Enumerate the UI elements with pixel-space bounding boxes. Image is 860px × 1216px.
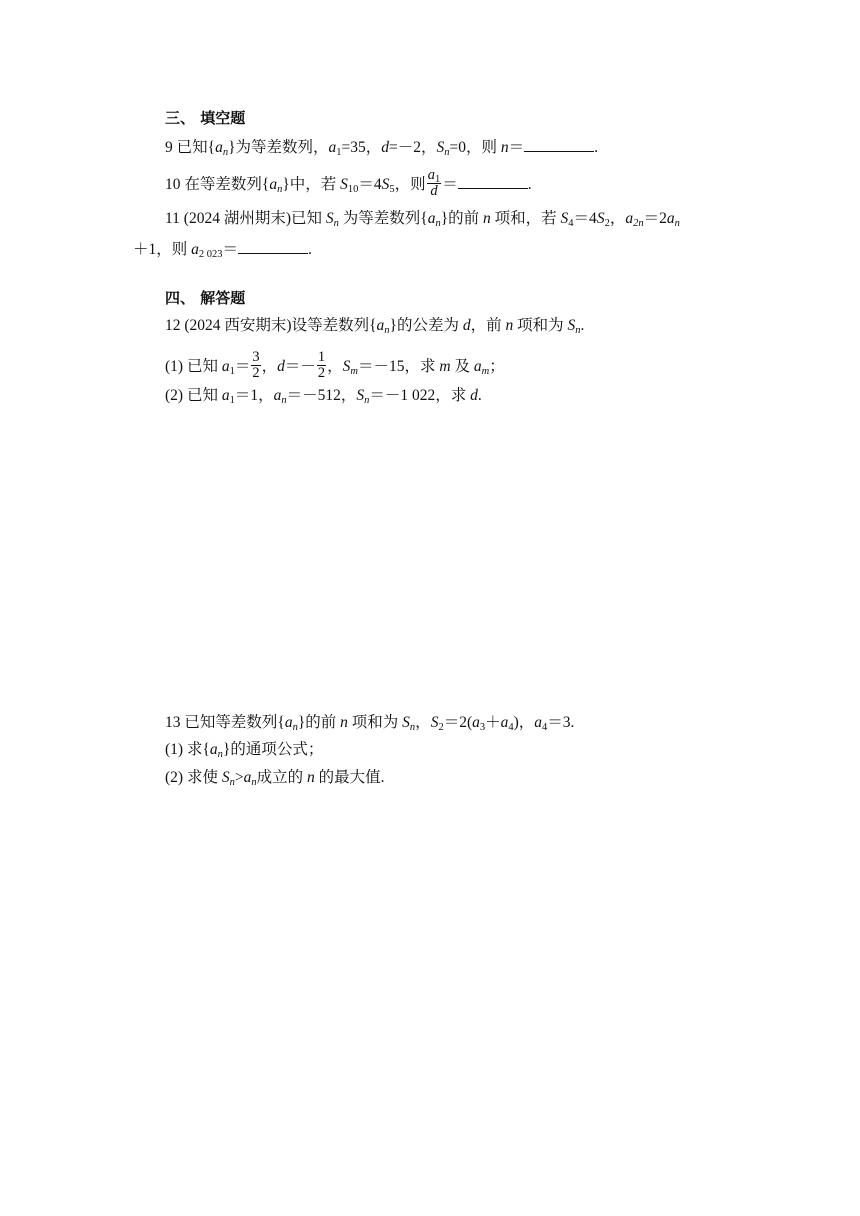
sub-2: 2	[438, 722, 444, 733]
sub-4: 4	[568, 218, 574, 229]
var-a: a	[191, 241, 199, 258]
q13-text: (1) 求{	[165, 741, 210, 758]
var-a: a	[269, 176, 278, 194]
q12-text: .	[580, 317, 585, 334]
var-a: a	[427, 167, 435, 183]
var-a: a	[215, 139, 223, 156]
question-12-part-2	[165, 386, 860, 406]
sub-1: 1	[336, 147, 342, 158]
question-9	[165, 137, 860, 158]
q12-text: ＝－512，	[286, 387, 357, 404]
q12-text: ＝－15，求	[357, 358, 440, 376]
sub-4: 4	[542, 722, 548, 733]
fraction-a1-over-d	[427, 168, 442, 199]
var-S: S	[560, 210, 569, 227]
q13-text: ＝2(	[443, 714, 473, 731]
q13-text: 13 已知等差数列{	[165, 714, 285, 731]
sub-2: 2	[604, 218, 610, 229]
var-d: d	[381, 139, 390, 156]
sub-m: m	[350, 366, 358, 378]
q12-text: ，前	[470, 317, 506, 334]
q11-text: }的前	[440, 210, 484, 227]
sub-2023: 2 023	[198, 249, 223, 260]
var-S: S	[342, 358, 351, 376]
question-11-continued	[133, 239, 860, 260]
section-heading-solve: 四、 解答题	[165, 289, 246, 307]
q10-text: ，则	[394, 176, 426, 194]
var-m: m	[439, 358, 451, 376]
q13-text: >	[234, 769, 244, 786]
q12-text: 及	[450, 358, 474, 376]
q12-text: ，	[327, 358, 343, 376]
q13-text: 项和为	[347, 714, 403, 731]
sub-n: n	[229, 777, 235, 788]
sub-1: 1	[229, 366, 235, 378]
var-n: n	[340, 714, 348, 731]
q9-text: =－2，	[389, 139, 437, 156]
q10-text: }中，若	[282, 176, 341, 194]
var-a: a	[273, 387, 282, 404]
q11-text: ＝4	[573, 210, 597, 227]
answer-blank[interactable]	[524, 137, 594, 152]
sub-1: 1	[229, 395, 235, 406]
sub-10: 10	[347, 184, 359, 196]
question-10	[165, 167, 860, 201]
question-13-part-1	[165, 740, 860, 760]
q10-text: 10 在等差数列{	[165, 176, 270, 194]
sub-n: n	[384, 325, 390, 336]
fraction-3-over-2	[251, 350, 260, 381]
var-a: a	[209, 741, 218, 758]
var-a: a	[221, 358, 230, 376]
sub-n: n	[435, 218, 441, 229]
var-n: n	[500, 139, 509, 156]
fraction-1-over-2	[317, 350, 326, 381]
sub-n: n	[444, 147, 450, 158]
question-13-part-2	[165, 768, 860, 788]
var-a: a	[473, 358, 482, 376]
var-S: S	[221, 769, 230, 786]
q9-text: 9 已知{	[165, 139, 216, 156]
var-a: a	[284, 714, 293, 731]
sub-n: n	[674, 218, 680, 229]
q11-text: 11 (2024 湖州期末)已知	[165, 210, 326, 227]
var-a: a	[427, 210, 436, 227]
var-S: S	[356, 387, 365, 404]
sub-n: n	[575, 325, 581, 336]
question-13	[165, 713, 860, 733]
q11-text: ＝2	[643, 210, 667, 227]
q12-text: ＝－1 022，求	[369, 387, 471, 404]
q13-text: )，	[513, 714, 535, 731]
sub-4: 4	[508, 722, 514, 733]
numerator: 3	[252, 349, 260, 365]
q13-text: ＝3.	[547, 714, 575, 731]
q12-text: ；	[489, 358, 505, 376]
var-d: d	[277, 358, 285, 376]
var-a: a	[376, 317, 385, 334]
sub-n: n	[251, 777, 257, 788]
question-12-part-1	[165, 349, 860, 383]
var-S: S	[340, 176, 348, 194]
var-a: a	[534, 714, 543, 731]
sub-n: n	[277, 184, 283, 196]
sub-n: n	[222, 147, 229, 158]
sub-1: 1	[434, 174, 441, 185]
question-11	[165, 209, 860, 229]
q10-text: .	[527, 176, 532, 194]
q12-text: (1) 已知	[165, 358, 222, 376]
q11-text: ＝	[222, 241, 239, 258]
q13-text: (2) 求使	[165, 769, 222, 786]
q12-text: ＝－	[284, 358, 316, 376]
q12-text: 12 (2024 西安期末)设等差数列{	[165, 317, 377, 334]
q9-text: =35，	[341, 139, 382, 156]
var-a: a	[243, 769, 252, 786]
question-12	[165, 316, 860, 336]
q13-text: }的通项公式；	[222, 741, 324, 758]
q12-text: ＝	[234, 358, 251, 376]
var-S: S	[596, 210, 605, 227]
var-S: S	[325, 210, 334, 227]
var-n: n	[306, 769, 315, 786]
answer-blank[interactable]	[238, 239, 308, 254]
var-S: S	[381, 176, 390, 194]
var-d: d	[470, 387, 478, 404]
q13-text: }的前	[297, 714, 341, 731]
q11-text: ，	[609, 210, 626, 227]
q11-text: ＋1，则	[133, 241, 192, 258]
q13-text: ，	[415, 714, 431, 731]
sub-m: m	[481, 366, 490, 378]
sub-2n: 2n	[633, 218, 644, 229]
var-a: a	[625, 210, 634, 227]
var-a: a	[666, 210, 675, 227]
sub-n: n	[364, 395, 370, 406]
q10-text: ＝4	[358, 176, 382, 194]
var-S: S	[567, 317, 576, 334]
q12-text: ＝1，	[234, 387, 274, 404]
q13-text: 的最大值.	[314, 769, 385, 786]
q9-text: .	[594, 139, 599, 156]
q12-text: (2) 已知	[165, 387, 222, 404]
q11-text: 项和，若	[490, 210, 561, 227]
var-a: a	[328, 139, 337, 156]
sub-n: n	[281, 395, 287, 406]
var-a: a	[500, 714, 509, 731]
q12-text: 项和为	[513, 317, 568, 334]
var-n: n	[505, 317, 514, 334]
q12-text: .	[477, 387, 482, 404]
sub-n: n	[409, 722, 416, 733]
var-d: d	[430, 183, 438, 199]
var-d: d	[462, 317, 471, 334]
q9-text: ＝	[508, 139, 525, 156]
q12-text: ，	[261, 358, 278, 376]
q13-text: 成立的	[256, 769, 307, 786]
var-S: S	[402, 714, 410, 731]
var-S: S	[436, 139, 445, 156]
q11-text: 为等差数列{	[338, 210, 428, 227]
sub-3: 3	[479, 722, 486, 733]
q12-text: }的公差为	[389, 317, 463, 334]
q10-text: ＝	[442, 176, 458, 194]
var-S: S	[430, 714, 439, 731]
sub-n: n	[217, 749, 223, 760]
section-heading-fill-blank: 三、 填空题	[165, 109, 246, 127]
q9-text: =0，则	[449, 139, 501, 156]
q13-text: ＋	[485, 714, 501, 731]
var-a: a	[472, 714, 480, 731]
denominator: 2	[252, 365, 260, 381]
sub-n: n	[292, 722, 298, 733]
sub-n: n	[333, 218, 339, 229]
var-a: a	[221, 387, 230, 404]
q11-text: .	[308, 241, 312, 258]
q9-text: }为等差数列，	[228, 139, 329, 156]
var-n: n	[483, 210, 491, 227]
answer-blank[interactable]	[458, 174, 528, 189]
denominator: 2	[317, 365, 326, 381]
sub-5: 5	[389, 184, 395, 196]
numerator: 1	[317, 349, 326, 365]
